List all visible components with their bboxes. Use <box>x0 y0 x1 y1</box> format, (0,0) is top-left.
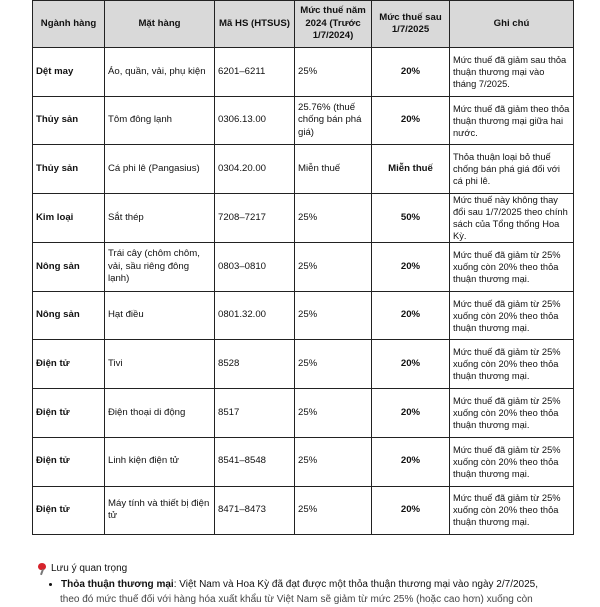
cell-category: Điện tử <box>33 389 105 438</box>
cell-old: 25% <box>295 389 372 438</box>
cell-category: Thủy sản <box>33 145 105 194</box>
cell-category: Nông sản <box>33 243 105 292</box>
cell-hs: 0803–0810 <box>215 243 295 292</box>
cell-old: 25% <box>295 243 372 292</box>
note-cut-text: theo đó mức thuế đối với hàng hóa xuất khẩu từ Việt Nam sẽ giảm từ mức 25% (hoặc cao hơn) xuống còn <box>60 594 533 605</box>
table-header-row <box>33 1 574 48</box>
cell-old: 25% <box>295 48 372 97</box>
cell-category: Điện tử <box>33 486 105 535</box>
header-tax-2025: Mức thuế sau 1/7/2025 <box>372 1 450 48</box>
cell-category: Dệt may <box>33 48 105 97</box>
cell-note: Mức thuế đã giảm từ 25% xuống còn 20% theo thỏa thuận thương mại. <box>450 243 574 292</box>
cell-new: 50% <box>372 194 450 243</box>
cell-hs: 7208–7217 <box>215 194 295 243</box>
cell-category: Nông sản <box>33 291 105 340</box>
cell-item: Trái cây (chôm chôm, vải, sầu riêng đông lạnh) <box>105 243 215 292</box>
cell-old: 25% <box>295 340 372 389</box>
table-row <box>33 291 574 340</box>
cell-note: Mức thuế đã giảm từ 25% xuống còn 20% theo thỏa thuận thương mại. <box>450 486 574 535</box>
cell-new: 20% <box>372 48 450 97</box>
cell-item: Áo, quần, vải, phụ kiện <box>105 48 215 97</box>
cell-hs: 8517 <box>215 389 295 438</box>
cell-old: 25% <box>295 486 372 535</box>
cell-category: Thủy sản <box>33 96 105 145</box>
cell-old: 25% <box>295 291 372 340</box>
cell-hs: 0304.20.00 <box>215 145 295 194</box>
cell-new: 20% <box>372 389 450 438</box>
cell-category: Điện tử <box>33 340 105 389</box>
cell-note: Thỏa thuận loại bỏ thuế chống bán phá giá đối với cá phi lê. <box>450 145 574 194</box>
cell-note: Mức thuế đã giảm từ 25% xuống còn 20% theo thỏa thuận thương mại. <box>450 340 574 389</box>
cell-item: Tôm đông lạnh <box>105 96 215 145</box>
header-item: Mặt hàng <box>105 1 215 48</box>
cell-new: 20% <box>372 340 450 389</box>
cell-hs: 8541–8548 <box>215 437 295 486</box>
cell-old: 25.76% (thuế chống bán phá giá) <box>295 96 372 145</box>
table-row <box>33 194 574 243</box>
important-notes <box>37 562 597 591</box>
cell-note: Mức thuế đã giảm từ 25% xuống còn 20% theo thỏa thuận thương mại. <box>450 291 574 340</box>
cell-new: 20% <box>372 437 450 486</box>
cell-note: Mức thuế đã giảm theo thỏa thuận thương mại giữa hai nước. <box>450 96 574 145</box>
cell-hs: 0306.13.00 <box>215 96 295 145</box>
cell-note: Mức thuế này không thay đổi sau 1/7/2025 theo chính sách của Tổng thống Hoa Kỳ. <box>450 194 574 243</box>
cell-hs: 6201–6211 <box>215 48 295 97</box>
note-bullet <box>61 578 597 591</box>
cell-hs: 0801.32.00 <box>215 291 295 340</box>
cell-item: Hạt điều <box>105 291 215 340</box>
cell-category: Điện tử <box>33 437 105 486</box>
cell-note: Mức thuế đã giảm từ 25% xuống còn 20% theo thỏa thuận thương mại. <box>450 437 574 486</box>
table-row <box>33 437 574 486</box>
table-row <box>33 340 574 389</box>
cell-new: 20% <box>372 486 450 535</box>
header-tax-2024: Mức thuế năm 2024 (Trước 1/7/2024) <box>295 1 372 48</box>
cell-item: Sắt thép <box>105 194 215 243</box>
table-row <box>33 145 574 194</box>
cell-item: Máy tính và thiết bị điện tử <box>105 486 215 535</box>
note-bullet-text: : Việt Nam và Hoa Kỳ đã đạt được một thỏa thuận thương mại vào ngày 2/7/2025, <box>173 579 538 590</box>
table-row <box>33 486 574 535</box>
header-note: Ghi chú <box>450 1 574 48</box>
cell-item: Cá phi lê (Pangasius) <box>105 145 215 194</box>
cell-note: Mức thuế đã giảm từ 25% xuống còn 20% theo thỏa thuận thương mại. <box>450 389 574 438</box>
tariff-table <box>32 0 574 535</box>
table-row <box>33 389 574 438</box>
cell-category: Kim loại <box>33 194 105 243</box>
cell-note: Mức thuế đã giảm sau thỏa thuận thương mại vào tháng 7/2025. <box>450 48 574 97</box>
table-row <box>33 48 574 97</box>
table-row <box>33 96 574 145</box>
note-bullet-label: Thỏa thuận thương mại <box>61 579 174 590</box>
cell-old: 25% <box>295 437 372 486</box>
cell-old: 25% <box>295 194 372 243</box>
cell-item: Điện thoại di động <box>105 389 215 438</box>
header-hs-code: Mã HS (HTSUS) <box>215 1 295 48</box>
cell-hs: 8528 <box>215 340 295 389</box>
cell-new: Miễn thuế <box>372 145 450 194</box>
cell-new: 20% <box>372 291 450 340</box>
cell-old: Miễn thuế <box>295 145 372 194</box>
header-category: Ngành hàng <box>33 1 105 48</box>
table-row <box>33 243 574 292</box>
cell-item: Linh kiện điện tử <box>105 437 215 486</box>
cell-new: 20% <box>372 243 450 292</box>
notes-heading: Lưu ý quan trọng <box>51 563 128 574</box>
cell-hs: 8471–8473 <box>215 486 295 535</box>
cell-item: Tivi <box>105 340 215 389</box>
pushpin-icon <box>37 563 47 575</box>
cell-new: 20% <box>372 96 450 145</box>
